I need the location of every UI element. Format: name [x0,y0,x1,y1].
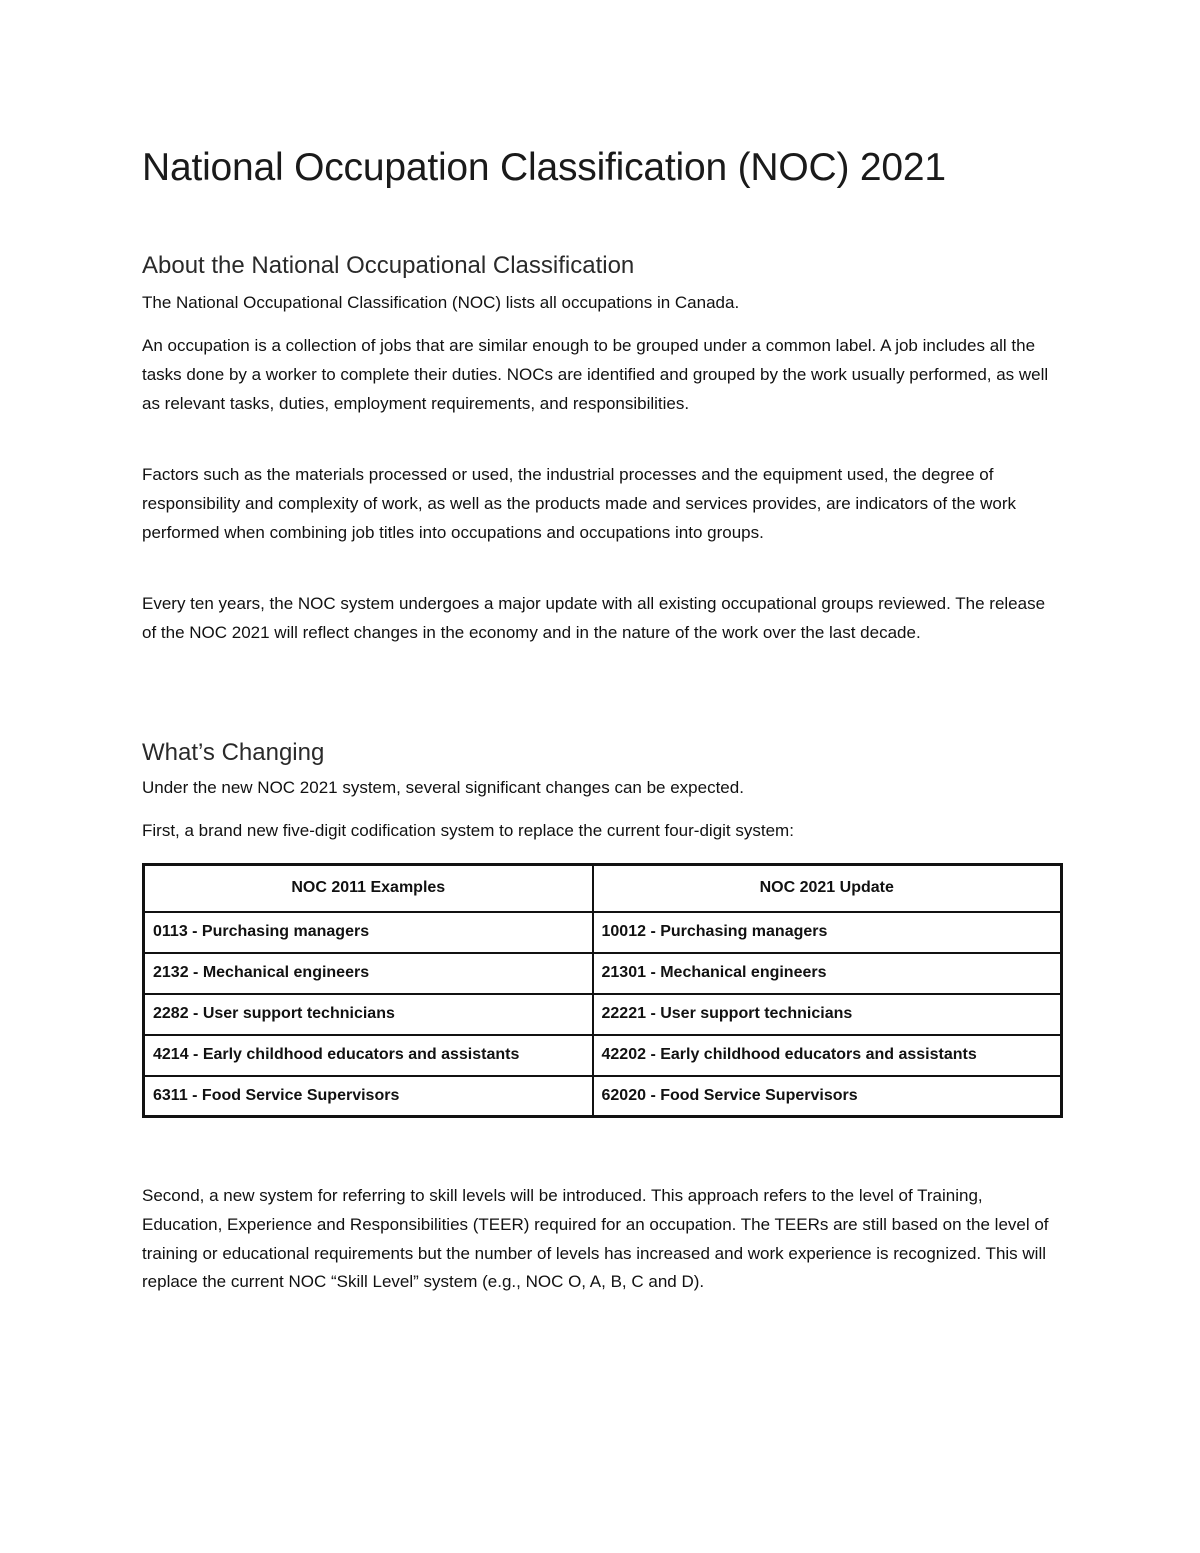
table-cell: 0113 - Purchasing managers [144,912,593,953]
table-cell: 10012 - Purchasing managers [593,912,1062,953]
table-row [144,1035,1062,1076]
table-cell: 6311 - Food Service Supervisors [144,1076,593,1117]
section-heading-whats-changing: What’s Changing [142,739,325,766]
table-cell: 62020 - Food Service Supervisors [593,1076,1062,1117]
paragraph-intro: The National Occupational Classification (NOC) lists all occupations in Canada. [142,293,740,312]
column-header-noc-2011: NOC 2011 Examples [144,865,593,912]
table-row [144,953,1062,994]
table-cell: 4214 - Early childhood educators and assistants [144,1035,593,1076]
paragraph-changes-expected: Under the new NOC 2021 system, several significant changes can be expected. [142,778,744,797]
page-title: National Occupation Classification (NOC) 2021 [142,146,946,189]
table-cell: 2282 - User support technicians [144,994,593,1035]
table-cell: 2132 - Mechanical engineers [144,953,593,994]
table-row [144,1076,1062,1117]
paragraph-teer: Second, a new system for referring to skill levels will be introduced. This approach refers to the level of Training, Education, Experience and Responsibilities (TEER) required for an occupation. The TEERs are still based on the level of training or educational requirements but the number of levels has increased and work experience is recognized. This will replace the current NOC “Skill Level” system (e.g., NOC O, A, B, C and D). [142,1186,1049,1292]
table-row [144,994,1062,1035]
column-header-noc-2021: NOC 2021 Update [593,865,1062,912]
paragraph-occupation-definition: An occupation is a collection of jobs that are similar enough to be grouped under a common label. A job includes all the tasks done by a worker to complete their duties. NOCs are identified and grouped by the work usually performed, as well as relevant tasks, duties, employment requirements, and responsibilities. [142,336,1049,413]
section-heading-about: About the National Occupational Classification [142,252,635,279]
table-cell: 21301 - Mechanical engineers [593,953,1062,994]
table-cell: 22221 - User support technicians [593,994,1062,1035]
paragraph-five-digit: First, a brand new five-digit codification system to replace the current four-digit system: [142,821,794,840]
table-cell: 42202 - Early childhood educators and assistants [593,1035,1062,1076]
table-row [144,912,1062,953]
table-header-row [144,865,1062,912]
noc-comparison-table [142,863,1063,1118]
paragraph-every-ten-years: Every ten years, the NOC system undergoes a major update with all existing occupational groups reviewed. The release of the NOC 2021 will reflect changes in the economy and in the nature of the work over the last decade. [142,594,1046,642]
paragraph-factors: Factors such as the materials processed or used, the industrial processes and the equipment used, the degree of responsibility and complexity of work, as well as the products made and services provides, are indicators of the work performed when combining job titles into occupations and occupations into groups. [142,465,1017,542]
